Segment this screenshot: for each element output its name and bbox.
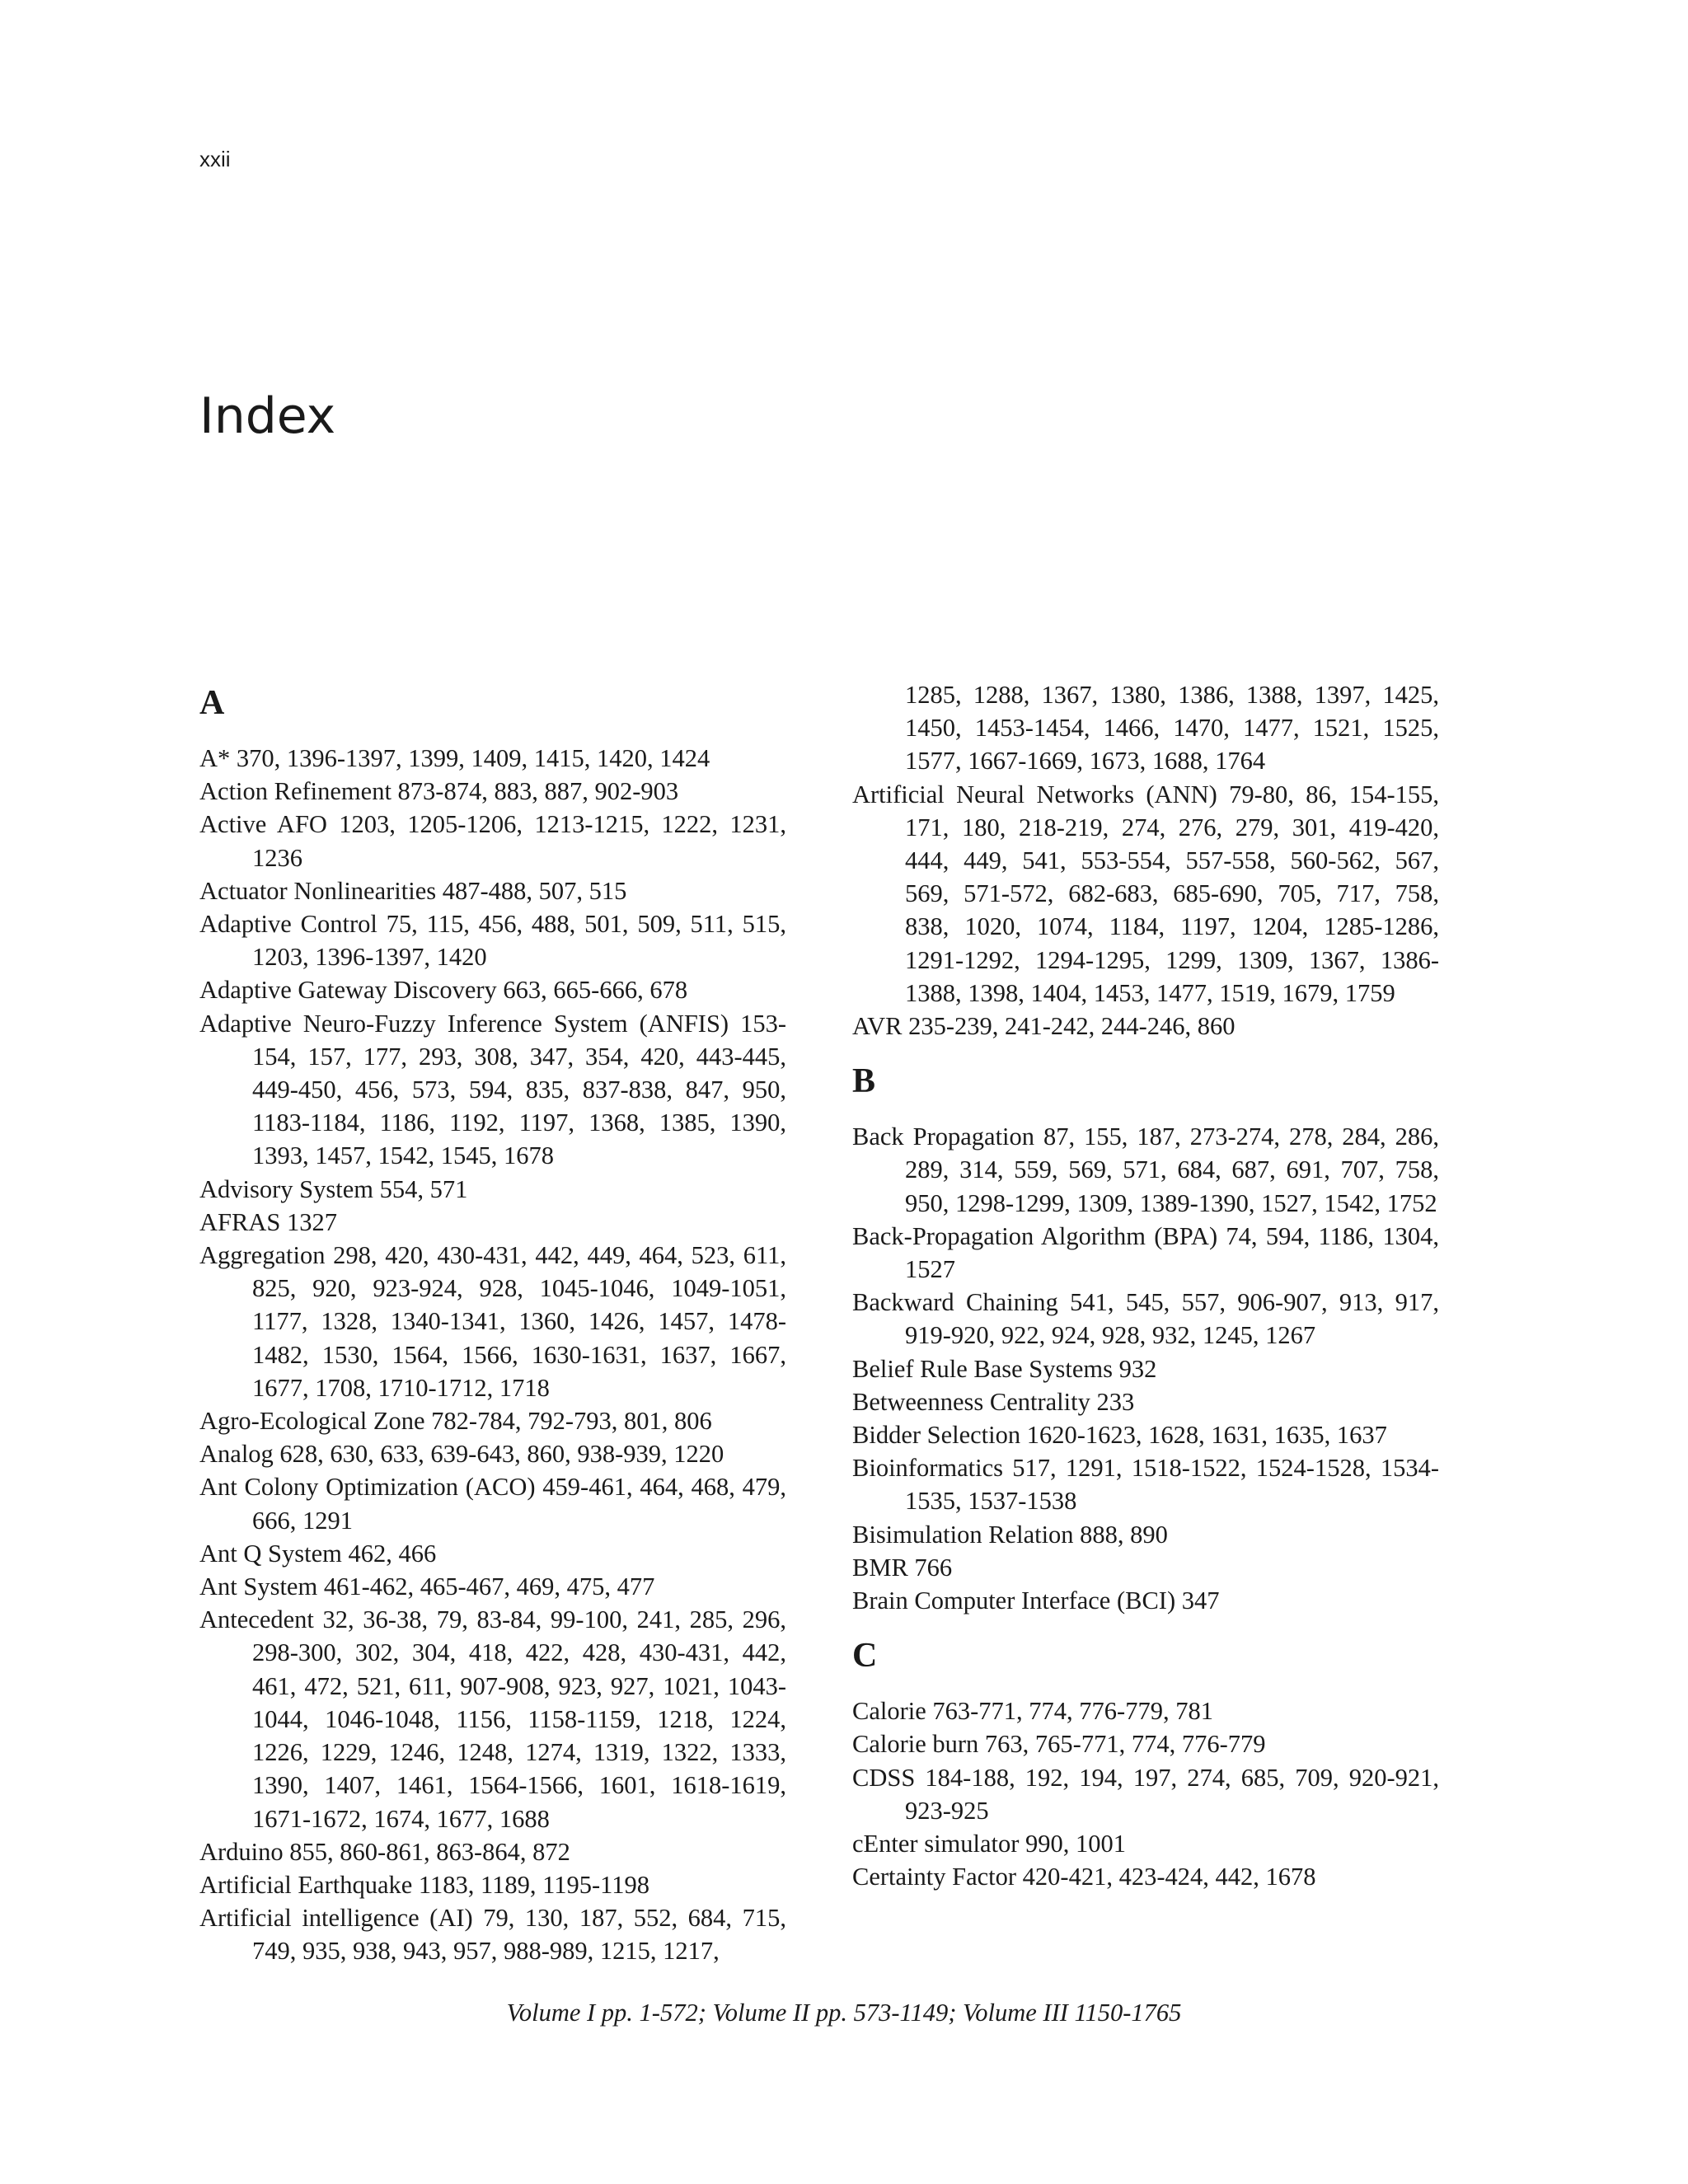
- index-entry: Advisory System 554, 571: [199, 1174, 468, 1203]
- index-entry-continuation: 1285, 1288, 1367, 1380, 1386, 1388, 1397, 1425, 1450, 1453-1454, 1466, 1470, 1477, 1521, 1525, 1577, 1667-1669, 1673, 1688, 1764: [905, 681, 1439, 776]
- index-entry: Analog 628, 630, 633, 639-643, 860, 938-939, 1220: [199, 1440, 724, 1469]
- index-entry: Certainty Factor 420-421, 423-424, 442, 1678: [852, 1863, 1316, 1891]
- index-entry: Arduino 855, 860-861, 863-864, 872: [199, 1837, 570, 1866]
- index-entry: AFRAS 1327: [199, 1207, 337, 1236]
- index-entry: Adaptive Gateway Discovery 663, 665-666, 678: [199, 976, 688, 1005]
- index-entry: Back-Propagation Algorithm (BPA) 74, 594, 1186, 1304, 1527: [852, 1221, 1439, 1284]
- index-entry: Ant System 461-462, 465-467, 469, 475, 477: [199, 1572, 655, 1601]
- index-entry: Bisimulation Relation 888, 890: [852, 1520, 1168, 1549]
- index-entry: Calorie burn 763, 765-771, 774, 776-779: [852, 1730, 1266, 1759]
- index-entry: Belief Rule Base Systems 932: [852, 1354, 1157, 1383]
- section-letter-b: B: [852, 1062, 876, 1101]
- index-entry: Ant Colony Optimization (ACO) 459-461, 464, 468, 479, 666, 1291: [199, 1473, 786, 1535]
- index-entry: Active AFO 1203, 1205-1206, 1213-1215, 1222, 1231, 1236: [199, 810, 786, 872]
- index-entry: Artificial Neural Networks (ANN) 79-80, 86, 154-155, 171, 180, 218-219, 274, 276, 279, 301, 419-420, 444, 449, 541, 553-554, 557-558, 560-562, 567, 569, 571-572, 682-683, 685-690, 705, 717, 758, 838, 1020, 1074, 1184, 1197, 1204, 1285-1286, 1291-1292, 1294-1295, 1299, 1309, 1367, 1386-1388, 1398, 1404, 1453, 1477, 1519, 1679, 1759: [852, 780, 1439, 1007]
- index-entry: A* 370, 1396-1397, 1399, 1409, 1415, 1420, 1424: [199, 744, 710, 772]
- index-entry: Adaptive Control 75, 115, 456, 488, 501, 509, 511, 515, 1203, 1396-1397, 1420: [199, 910, 786, 972]
- index-entry: Adaptive Neuro-Fuzzy Inference System (ANFIS) 153-154, 157, 177, 293, 308, 347, 354, 420, 443-445, 449-450, 456, 573, 594, 835, 837-838, 847, 950, 1183-1184, 1186, 1192, 1197, 1368, 1385, 1390, 1393, 1457, 1542, 1545, 1678: [199, 1009, 786, 1170]
- index-entry: CDSS 184-188, 192, 194, 197, 274, 685, 709, 920-921, 923-925: [852, 1763, 1439, 1825]
- index-entry: Artificial Earthquake 1183, 1189, 1195-1198: [199, 1870, 650, 1899]
- page-title: Index: [199, 387, 336, 445]
- index-entry: Agro-Ecological Zone 782-784, 792-793, 801, 806: [199, 1407, 712, 1436]
- index-entry: Back Propagation 87, 155, 187, 273-274, 278, 284, 286, 289, 314, 559, 569, 571, 684, 687, 691, 707, 758, 950, 1298-1299, 1309, 1389-1390, 1527, 1542, 1752: [852, 1122, 1439, 1217]
- index-entry: Bioinformatics 517, 1291, 1518-1522, 1524-1528, 1534-1535, 1537-1538: [852, 1454, 1439, 1516]
- index-entry: Actuator Nonlinearities 487-488, 507, 515: [199, 876, 627, 905]
- index-entry: Backward Chaining 541, 545, 557, 906-907, 913, 917, 919-920, 922, 924, 928, 932, 1245, 1267: [852, 1288, 1439, 1350]
- volume-page-ranges-footer: Volume I pp. 1-572; Volume II pp. 573-1149; Volume III 1150-1765: [506, 1999, 1182, 2027]
- index-entry: Aggregation 298, 420, 430-431, 442, 449, 464, 523, 611, 825, 920, 923-924, 928, 1045-1046, 1049-1051, 1177, 1328, 1340-1341, 1360, 1426, 1457, 1478-1482, 1530, 1564, 1566, 1630-1631, 1637, 1667, 1677, 1708, 1710-1712, 1718: [199, 1241, 786, 1402]
- index-entry: BMR 766: [852, 1553, 953, 1582]
- index-entry: Calorie 763-771, 774, 776-779, 781: [852, 1697, 1213, 1726]
- section-letter-c: C: [852, 1637, 878, 1675]
- index-entry: cEnter simulator 990, 1001: [852, 1830, 1127, 1858]
- index-entry: Antecedent 32, 36-38, 79, 83-84, 99-100, 241, 285, 296, 298-300, 302, 304, 418, 422, 428, 430-431, 442, 461, 472, 521, 611, 907-908, 923, 927, 1021, 1043-1044, 1046-1048, 1156, 1158-1159, 1218, 1224, 1226, 1229, 1246, 1248, 1274, 1319, 1322, 1333, 1390, 1407, 1461, 1564-1566, 1601, 1618-1619, 1671-1672, 1674, 1677, 1688: [199, 1605, 786, 1833]
- index-entry: Brain Computer Interface (BCI) 347: [852, 1586, 1220, 1615]
- page-number: xxii: [199, 147, 231, 171]
- section-letter-a: A: [199, 684, 225, 722]
- index-column-right: [852, 678, 1439, 1894]
- index-entry: Bidder Selection 1620-1623, 1628, 1631, 1635, 1637: [852, 1421, 1387, 1450]
- index-entry: Betweenness Centrality 233: [852, 1387, 1135, 1416]
- index-entry: Artificial intelligence (AI) 79, 130, 187, 552, 684, 715, 749, 935, 938, 943, 957, 988-989, 1215, 1217,: [199, 1904, 786, 1966]
- index-entry: Action Refinement 873-874, 883, 887, 902-903: [199, 777, 679, 806]
- index-column-left: [199, 682, 786, 1968]
- index-entry: Ant Q System 462, 466: [199, 1539, 437, 1568]
- index-entry: AVR 235-239, 241-242, 244-246, 860: [852, 1012, 1236, 1041]
